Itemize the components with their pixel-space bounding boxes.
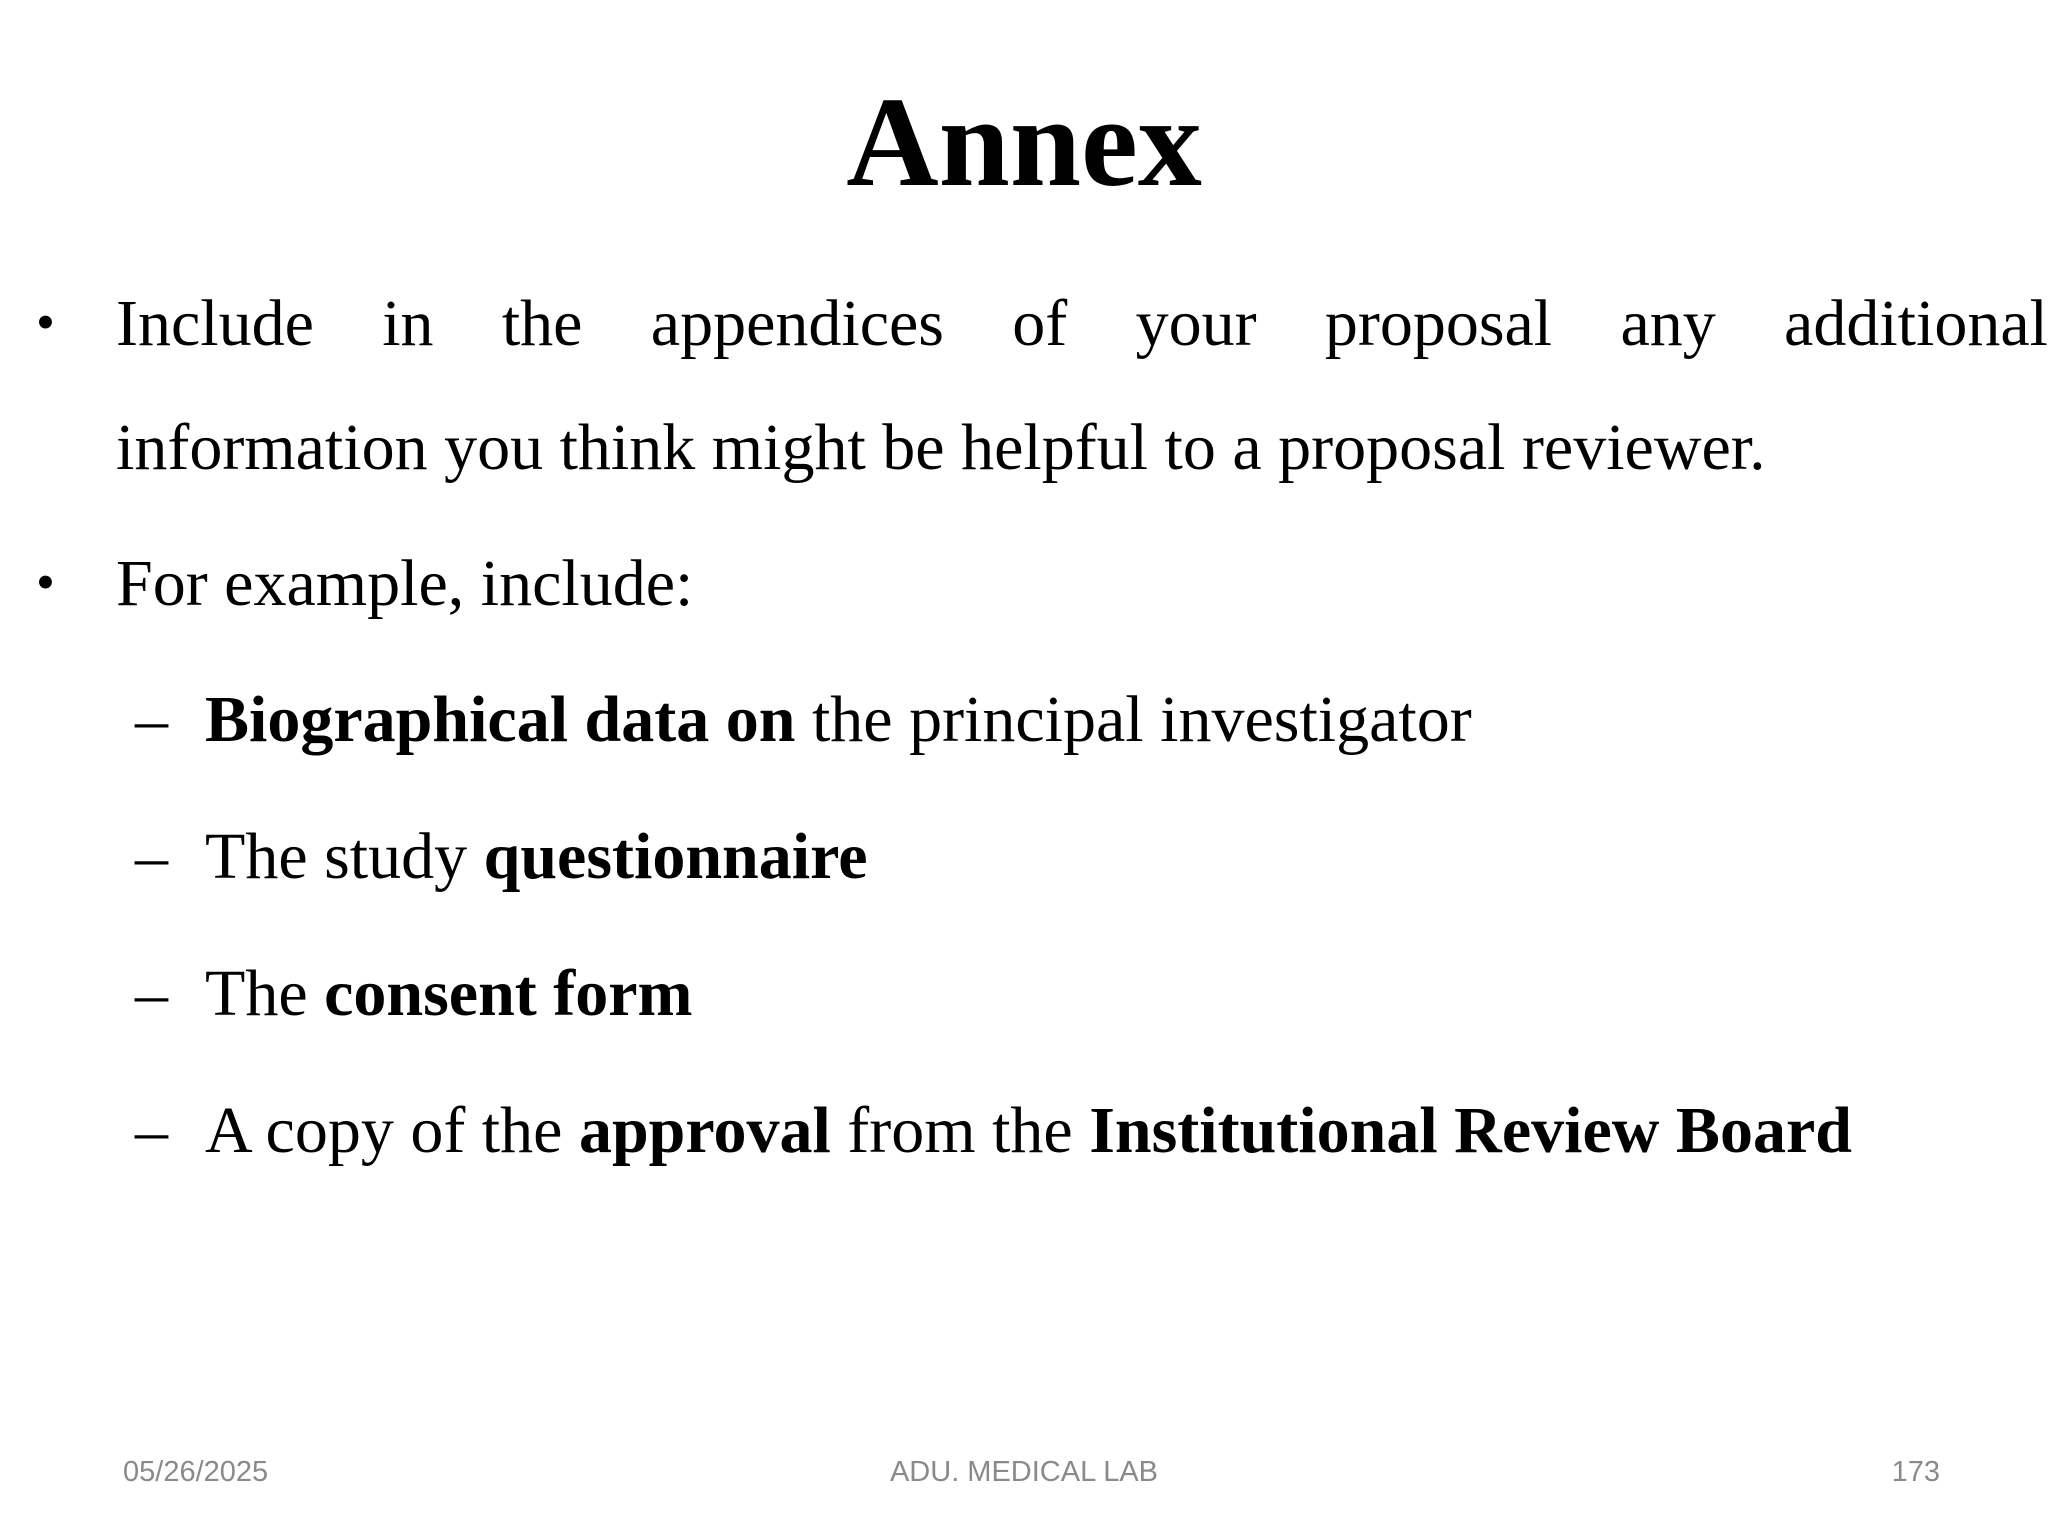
sub-item-3	[135, 944, 693, 1044]
sub-item-text	[205, 670, 1472, 770]
sub-item-bold: consent form	[324, 957, 693, 1030]
footer-page-number: 173	[1891, 1456, 1940, 1488]
dash-icon: –	[135, 957, 168, 1030]
sub-item-1	[135, 670, 1472, 770]
sub-item-plain: the principal investigator	[795, 683, 1472, 756]
dash-icon: –	[135, 683, 168, 756]
sub-item-text	[205, 944, 693, 1044]
bullet-icon: •	[36, 292, 55, 352]
bullet-text-line-1: For example, include:	[116, 547, 694, 620]
sub-item-plain: The study	[205, 820, 484, 893]
footer-date: 05/26/2025	[123, 1456, 269, 1488]
sub-item-text	[205, 807, 868, 907]
sub-item-plain: The	[205, 957, 325, 1030]
bullet-item-2	[36, 522, 2026, 642]
sub-item-bold: Biographical data on	[205, 683, 796, 756]
bullet-text	[116, 522, 2048, 646]
dash-icon: –	[135, 820, 168, 893]
bullet-icon: •	[36, 552, 55, 612]
slide-title: Annex	[846, 71, 1202, 213]
dash-icon: –	[135, 1094, 168, 1167]
sub-item-bold: Institutional Review Board	[1089, 1094, 1852, 1167]
sub-item-bold: approval	[578, 1094, 831, 1167]
bullet-text	[116, 262, 2048, 510]
bullet-item-1	[36, 262, 2048, 512]
footer-label: ADU. MEDICAL LAB	[889, 1456, 1159, 1488]
sub-item-text	[205, 1081, 1852, 1181]
sub-item-plain: A copy of the	[205, 1094, 579, 1167]
sub-item-4	[135, 1081, 1852, 1181]
sub-item-2	[135, 807, 868, 907]
sub-item-bold: questionnaire	[483, 820, 868, 893]
bullet-text-line-2: information you think might be helpful to a proposal reviewer.	[116, 411, 1766, 484]
bullet-text-line-1: Include in the appendices of your proposal any additional	[116, 287, 2048, 360]
sub-item-plain: from the	[830, 1094, 1090, 1167]
